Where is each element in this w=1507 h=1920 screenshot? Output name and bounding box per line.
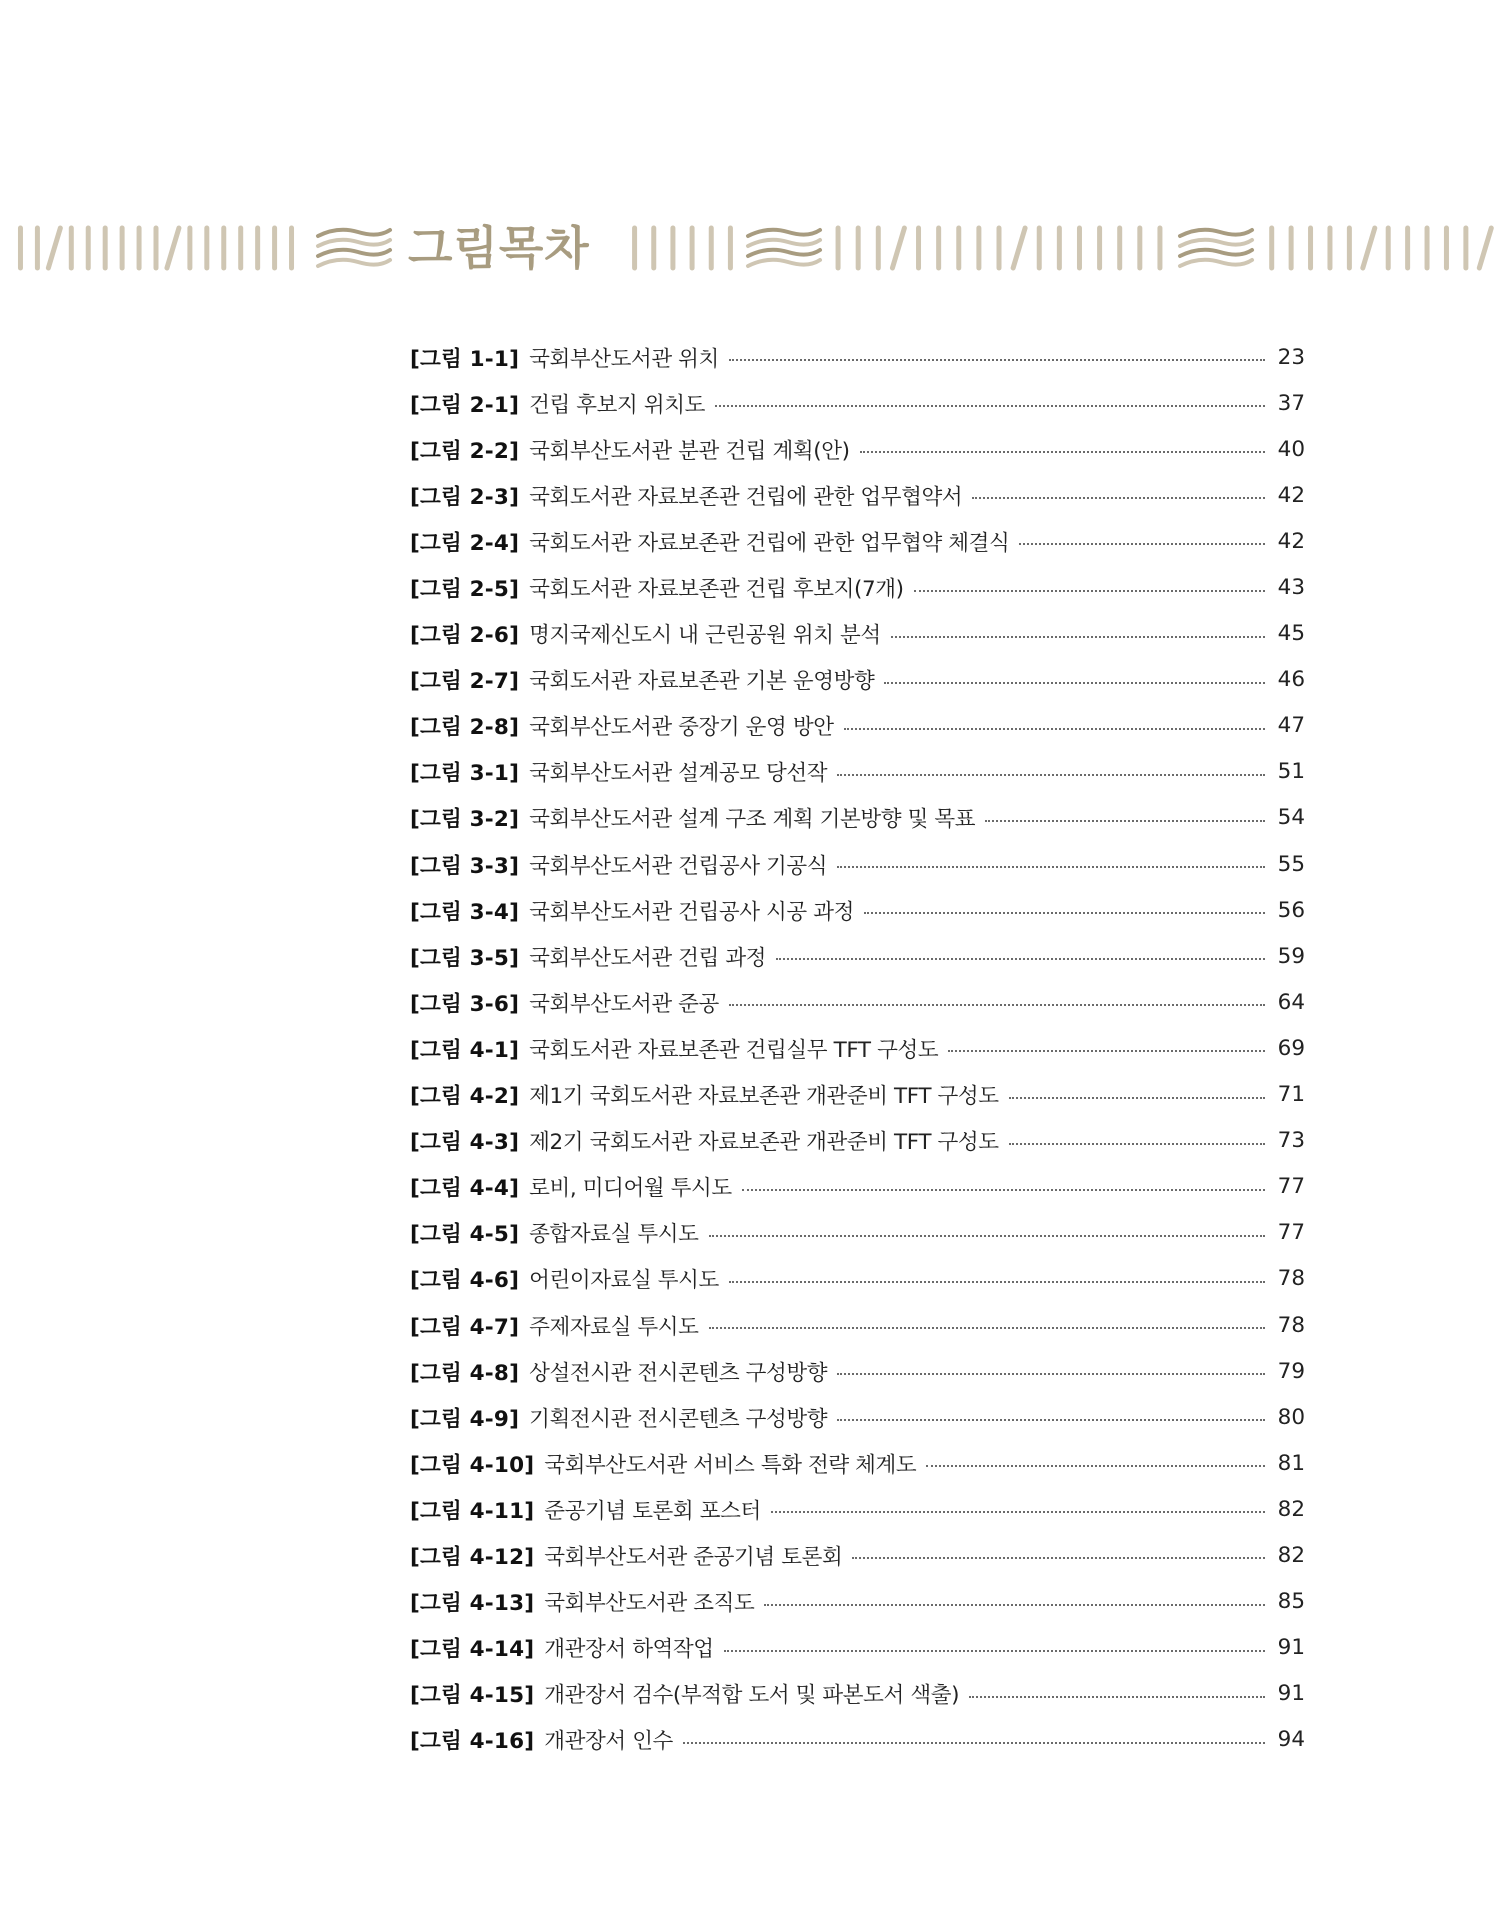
dot-leader <box>776 958 1265 960</box>
toc-entry[interactable] <box>410 1394 1305 1440</box>
dot-leader <box>709 1327 1265 1329</box>
toc-entry[interactable] <box>410 1579 1305 1625</box>
figure-title: 국회부산도서관 위치 <box>529 346 719 372</box>
figure-title: 건립 후보지 위치도 <box>529 392 705 418</box>
toc-entry[interactable] <box>410 657 1305 703</box>
figure-title: 국회부산도서관 준공 <box>529 991 719 1017</box>
figure-label: [그림 4-11] <box>410 1498 535 1524</box>
toc-entry[interactable] <box>410 1210 1305 1256</box>
page-number: 91 <box>1277 1681 1305 1707</box>
dot-leader <box>864 912 1265 914</box>
page-number: 59 <box>1277 943 1305 969</box>
toc-entry[interactable] <box>410 795 1305 841</box>
figure-label: [그림 4-3] <box>410 1130 520 1156</box>
figure-label: [그림 4-2] <box>410 1084 520 1110</box>
toc-entry[interactable] <box>410 611 1305 657</box>
toc-entry[interactable] <box>410 887 1305 933</box>
wave-ornament <box>748 230 820 266</box>
toc-entry[interactable] <box>410 1164 1305 1210</box>
toc-entry[interactable] <box>410 979 1305 1025</box>
figure-label: [그림 1-1] <box>410 346 520 372</box>
figure-title: 로비, 미디어월 투시도 <box>529 1176 732 1202</box>
toc-entry[interactable] <box>410 1256 1305 1302</box>
figure-title: 개관장서 검수(부적합 도서 및 파본도서 색출) <box>544 1683 960 1709</box>
figure-label: [그림 2-2] <box>410 438 520 464</box>
figure-title: 국회부산도서관 설계 구조 계획 기본방향 및 목표 <box>529 807 976 833</box>
figure-label: [그림 4-10] <box>410 1452 535 1478</box>
stripe-slant <box>48 228 60 268</box>
page-number: 69 <box>1277 1035 1305 1061</box>
toc-entry[interactable] <box>410 1348 1305 1394</box>
page-number: 64 <box>1277 989 1305 1015</box>
page-number: 82 <box>1277 1496 1305 1522</box>
figure-title: 국회부산도서관 중장기 운영 방안 <box>529 715 834 741</box>
page-number: 82 <box>1277 1542 1305 1568</box>
dot-leader <box>837 1419 1265 1421</box>
page-number: 46 <box>1277 667 1305 693</box>
page-number: 37 <box>1277 390 1305 416</box>
dot-leader <box>1009 1143 1265 1145</box>
stripe-slant <box>892 228 904 268</box>
figure-title: 명지국제신도시 내 근린공원 위치 분석 <box>529 623 881 649</box>
page-number: 51 <box>1277 759 1305 785</box>
toc-entry[interactable] <box>410 426 1305 472</box>
dot-leader <box>852 1557 1265 1559</box>
dot-leader <box>729 359 1265 361</box>
stripe-slant <box>1363 228 1375 268</box>
toc-entry[interactable] <box>410 1532 1305 1578</box>
figure-label: [그림 4-12] <box>410 1544 535 1570</box>
figure-label: [그림 3-5] <box>410 945 520 971</box>
page-number: 43 <box>1277 575 1305 601</box>
toc-entry[interactable] <box>410 380 1305 426</box>
toc-entry[interactable] <box>410 334 1305 380</box>
toc-entry[interactable] <box>410 1440 1305 1486</box>
figure-title: 국회부산도서관 준공기념 토론회 <box>544 1544 843 1570</box>
figure-label: [그림 4-16] <box>410 1729 535 1755</box>
toc-entry[interactable] <box>410 564 1305 610</box>
page-number: 81 <box>1277 1450 1305 1476</box>
header-decorative-band <box>0 222 1507 274</box>
dot-leader <box>969 1696 1265 1698</box>
figure-title: 주제자료실 투시도 <box>529 1314 699 1340</box>
figure-title: 국회부산도서관 조직도 <box>544 1591 755 1617</box>
figure-title: 국회부산도서관 서비스 특화 전략 체계도 <box>544 1452 917 1478</box>
figure-title: 개관장서 하역작업 <box>544 1637 714 1663</box>
toc-entry[interactable] <box>410 1072 1305 1118</box>
figure-label: [그림 2-1] <box>410 392 520 418</box>
figure-title: 기획전시관 전시콘텐츠 구성방향 <box>529 1406 828 1432</box>
figure-label: [그림 3-4] <box>410 899 520 925</box>
dot-leader <box>1019 543 1265 545</box>
toc-entry[interactable] <box>410 1118 1305 1164</box>
toc-entry[interactable] <box>410 1025 1305 1071</box>
dot-leader <box>1009 1097 1265 1099</box>
page-number: 85 <box>1277 1589 1305 1615</box>
figure-label: [그림 2-5] <box>410 577 520 603</box>
figure-title: 어린이자료실 투시도 <box>529 1268 719 1294</box>
figure-label: [그림 4-15] <box>410 1683 535 1709</box>
toc-entry[interactable] <box>410 841 1305 887</box>
wave-ornament <box>318 230 390 266</box>
page-number: 45 <box>1277 621 1305 647</box>
dot-leader <box>837 774 1265 776</box>
figure-title: 개관장서 인수 <box>544 1729 673 1755</box>
dot-leader <box>742 1189 1265 1191</box>
page-number: 23 <box>1277 344 1305 370</box>
figure-label: [그림 4-5] <box>410 1222 520 1248</box>
wave-ornament <box>1180 230 1252 266</box>
figure-label: [그림 3-6] <box>410 991 520 1017</box>
dot-leader <box>985 820 1265 822</box>
figure-label: [그림 4-13] <box>410 1591 535 1617</box>
figure-label: [그림 4-9] <box>410 1406 520 1432</box>
dot-leader <box>926 1465 1265 1467</box>
page-title: 그림목차 <box>408 221 590 275</box>
page-number: 79 <box>1277 1358 1305 1384</box>
figure-title: 준공기념 토론회 포스터 <box>544 1498 761 1524</box>
page-number: 78 <box>1277 1266 1305 1292</box>
dot-leader <box>729 1004 1265 1006</box>
figure-label: [그림 4-4] <box>410 1176 520 1202</box>
figure-title: 국회도서관 자료보존관 건립 후보지(7개) <box>529 577 904 603</box>
page-number: 54 <box>1277 805 1305 831</box>
toc-list <box>410 334 1305 1763</box>
figure-title: 국회도서관 자료보존관 건립실무 TFT 구성도 <box>529 1037 939 1063</box>
dot-leader <box>771 1511 1265 1513</box>
page-number: 91 <box>1277 1635 1305 1661</box>
figure-title: 국회부산도서관 건립 과정 <box>529 945 767 971</box>
dot-leader <box>948 1050 1265 1052</box>
figure-title: 국회부산도서관 설계공모 당선작 <box>529 761 828 787</box>
toc-entry[interactable] <box>410 472 1305 518</box>
toc-entry[interactable] <box>410 749 1305 795</box>
dot-leader <box>837 1373 1265 1375</box>
page-number: 77 <box>1277 1220 1305 1246</box>
toc-entry[interactable] <box>410 703 1305 749</box>
toc-entry[interactable] <box>410 1625 1305 1671</box>
figure-label: [그림 4-6] <box>410 1268 520 1294</box>
toc-entry[interactable] <box>410 518 1305 564</box>
stripe-slant <box>167 228 179 268</box>
page-number: 42 <box>1277 528 1305 554</box>
page-number: 40 <box>1277 436 1305 462</box>
figure-title: 상설전시관 전시콘텐츠 구성방향 <box>529 1360 828 1386</box>
figure-title: 국회도서관 자료보존관 기본 운영방향 <box>529 669 875 695</box>
figure-label: [그림 2-4] <box>410 530 520 556</box>
toc-entry[interactable] <box>410 1671 1305 1717</box>
figure-label: [그림 2-7] <box>410 669 520 695</box>
dot-leader <box>914 590 1265 592</box>
dot-leader <box>972 497 1265 499</box>
toc-entry[interactable] <box>410 1717 1305 1763</box>
dot-leader <box>764 1604 1265 1606</box>
dot-leader <box>884 682 1265 684</box>
figure-label: [그림 2-8] <box>410 715 520 741</box>
dot-leader <box>709 1235 1265 1237</box>
dot-leader <box>860 451 1265 453</box>
dot-leader <box>844 728 1265 730</box>
page-number: 77 <box>1277 1174 1305 1200</box>
page-number: 55 <box>1277 851 1305 877</box>
figure-label: [그림 4-8] <box>410 1360 520 1386</box>
figure-label: [그림 3-1] <box>410 761 520 787</box>
dot-leader <box>729 1281 1265 1283</box>
toc-entry[interactable] <box>410 1302 1305 1348</box>
figure-label: [그림 3-2] <box>410 807 520 833</box>
figure-title: 종합자료실 투시도 <box>529 1222 699 1248</box>
figure-label: [그림 4-7] <box>410 1314 520 1340</box>
figure-title: 제1기 국회도서관 자료보존관 개관준비 TFT 구성도 <box>529 1084 999 1110</box>
stripe-slant <box>1479 228 1491 268</box>
figure-label: [그림 3-3] <box>410 853 520 879</box>
dot-leader <box>715 405 1265 407</box>
page-number: 42 <box>1277 482 1305 508</box>
dot-leader <box>891 636 1265 638</box>
dot-leader <box>724 1650 1265 1652</box>
dot-leader <box>683 1742 1265 1744</box>
figure-title: 국회도서관 자료보존관 건립에 관한 업무협약 체결식 <box>529 530 1010 556</box>
decorative-stripes <box>0 222 1507 274</box>
page-number: 56 <box>1277 897 1305 923</box>
page-number: 47 <box>1277 713 1305 739</box>
page-number: 80 <box>1277 1404 1305 1430</box>
page-number: 73 <box>1277 1128 1305 1154</box>
page-number: 78 <box>1277 1312 1305 1338</box>
toc-entry[interactable] <box>410 933 1305 979</box>
page-number: 94 <box>1277 1727 1305 1753</box>
page-number: 71 <box>1277 1082 1305 1108</box>
figure-label: [그림 2-6] <box>410 623 520 649</box>
figure-label: [그림 4-14] <box>410 1637 535 1663</box>
figure-label: [그림 2-3] <box>410 484 520 510</box>
figure-title: 국회부산도서관 건립공사 시공 과정 <box>529 899 854 925</box>
figure-title: 제2기 국회도서관 자료보존관 개관준비 TFT 구성도 <box>529 1130 999 1156</box>
figure-title: 국회부산도서관 분관 건립 계획(안) <box>529 438 850 464</box>
figure-label: [그림 4-1] <box>410 1037 520 1063</box>
figure-title: 국회부산도서관 건립공사 기공식 <box>529 853 828 879</box>
toc-entry[interactable] <box>410 1486 1305 1532</box>
dot-leader <box>837 866 1265 868</box>
figure-title: 국회도서관 자료보존관 건립에 관한 업무협약서 <box>529 484 963 510</box>
stripe-slant <box>1013 228 1025 268</box>
